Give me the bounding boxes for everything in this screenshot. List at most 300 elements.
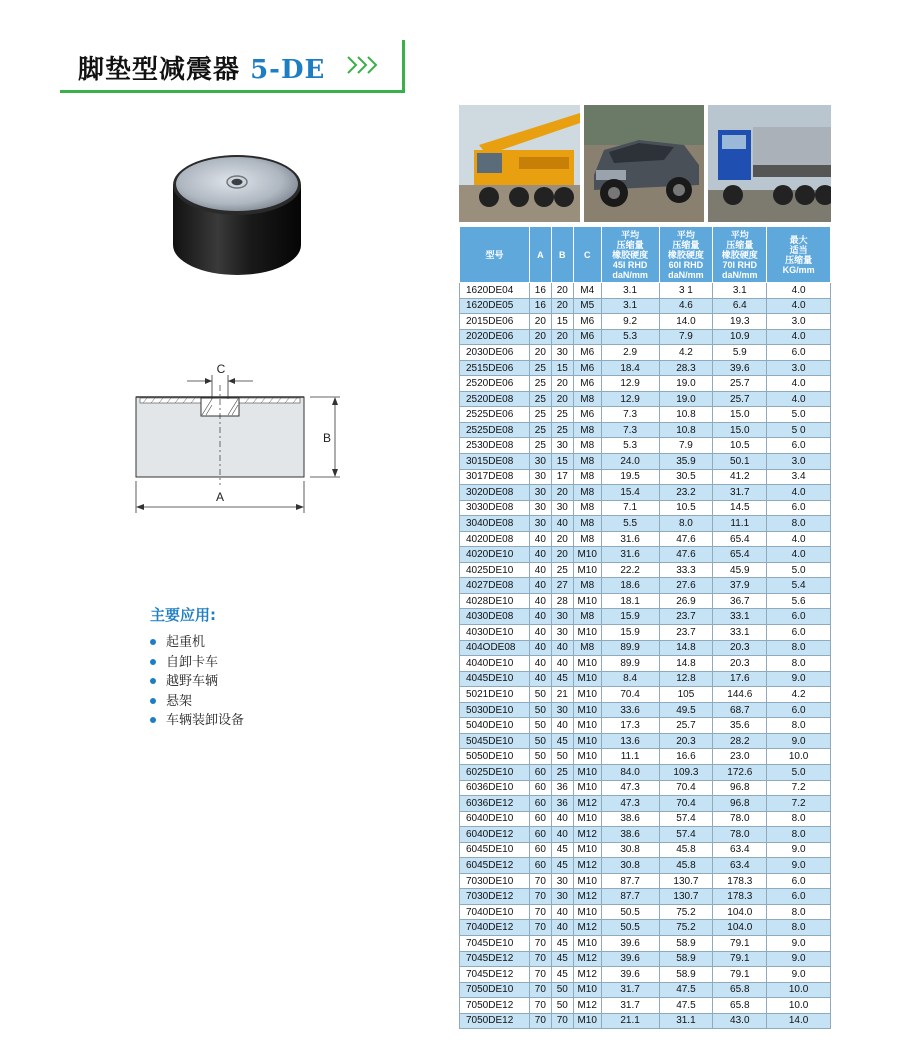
- column-header: 平均 压缩量 橡胶硬度 60I RHD daN/mm: [659, 227, 713, 283]
- table-cell: M10: [573, 904, 601, 920]
- table-cell: 6.0: [767, 345, 831, 361]
- table-cell: M12: [573, 858, 601, 874]
- list-item: 起重机: [150, 633, 244, 653]
- table-cell: 75.2: [659, 904, 713, 920]
- table-cell: 5.0: [767, 562, 831, 578]
- model-cell: 7050DE10: [460, 982, 530, 998]
- table-cell: 40: [551, 516, 573, 532]
- table-cell: 7.1: [601, 500, 659, 516]
- table-cell: M12: [573, 951, 601, 967]
- table-cell: 60: [529, 858, 551, 874]
- table-row: [460, 407, 831, 423]
- table-cell: 57.4: [659, 811, 713, 827]
- applications-list: [150, 633, 244, 731]
- table-cell: 5.0: [767, 407, 831, 423]
- table-cell: 6.0: [767, 438, 831, 454]
- table-row: [460, 298, 831, 314]
- table-cell: 40: [529, 578, 551, 594]
- table-cell: 89.9: [601, 640, 659, 656]
- table-cell: 17.3: [601, 718, 659, 734]
- table-cell: 33.6: [601, 702, 659, 718]
- table-cell: 23.2: [659, 485, 713, 501]
- table-cell: M12: [573, 889, 601, 905]
- table-cell: 25: [551, 562, 573, 578]
- table-cell: M6: [573, 360, 601, 376]
- table-cell: M10: [573, 656, 601, 672]
- table-row: [460, 920, 831, 936]
- table-cell: 7.9: [659, 438, 713, 454]
- model-cell: 2515DE06: [460, 360, 530, 376]
- model-cell: 7030DE12: [460, 889, 530, 905]
- table-cell: 84.0: [601, 764, 659, 780]
- table-cell: 35.9: [659, 454, 713, 470]
- table-cell: 5.5: [601, 516, 659, 532]
- column-header: B: [551, 227, 573, 283]
- table-cell: M8: [573, 391, 601, 407]
- table-cell: 60: [529, 796, 551, 812]
- table-cell: 47.3: [601, 780, 659, 796]
- model-cell: 4030DE10: [460, 625, 530, 641]
- table-cell: 39.6: [601, 935, 659, 951]
- table-cell: 45: [551, 733, 573, 749]
- table-cell: 58.9: [659, 951, 713, 967]
- table-cell: 104.0: [713, 920, 767, 936]
- table-cell: 4.0: [767, 376, 831, 392]
- table-row: [460, 733, 831, 749]
- table-cell: 30: [551, 889, 573, 905]
- table-cell: 45.8: [659, 858, 713, 874]
- table-cell: 5.9: [713, 345, 767, 361]
- table-cell: 3.0: [767, 454, 831, 470]
- model-cell: 3020DE08: [460, 485, 530, 501]
- table-cell: 49.5: [659, 702, 713, 718]
- table-cell: 50: [551, 749, 573, 765]
- table-cell: 30: [551, 873, 573, 889]
- model-cell: 7030DE10: [460, 873, 530, 889]
- crane-truck-photo: [459, 105, 580, 222]
- model-cell: 7045DE12: [460, 967, 530, 983]
- table-cell: 8.0: [767, 516, 831, 532]
- table-row: [460, 935, 831, 951]
- table-cell: M10: [573, 780, 601, 796]
- table-row: [460, 283, 831, 299]
- table-cell: 23.0: [713, 749, 767, 765]
- table-cell: 9.0: [767, 858, 831, 874]
- table-cell: 9.0: [767, 842, 831, 858]
- table-cell: 18.4: [601, 360, 659, 376]
- dimension-drawing: [125, 355, 365, 525]
- model-cell: 1620DE05: [460, 298, 530, 314]
- table-cell: 16: [529, 283, 551, 299]
- table-cell: 40: [551, 920, 573, 936]
- table-row: [460, 562, 831, 578]
- table-cell: 20: [551, 329, 573, 345]
- table-cell: 33.1: [713, 625, 767, 641]
- table-cell: 27: [551, 578, 573, 594]
- table-cell: 7.3: [601, 422, 659, 438]
- table-cell: 3.4: [767, 469, 831, 485]
- table-cell: 6.0: [767, 609, 831, 625]
- table-cell: 20.3: [659, 733, 713, 749]
- model-cell: 6045DE12: [460, 858, 530, 874]
- table-cell: M10: [573, 1013, 601, 1029]
- model-cell: 3017DE08: [460, 469, 530, 485]
- table-cell: 20: [551, 391, 573, 407]
- table-cell: 17: [551, 469, 573, 485]
- table-cell: 78.0: [713, 811, 767, 827]
- table-cell: 50.1: [713, 454, 767, 470]
- bullet-icon: [150, 717, 156, 723]
- table-cell: 5 0: [767, 422, 831, 438]
- table-row: [460, 764, 831, 780]
- table-cell: 27.6: [659, 578, 713, 594]
- photo-strip: [459, 105, 831, 222]
- table-cell: 40: [551, 811, 573, 827]
- table-cell: 50: [529, 718, 551, 734]
- table-cell: 70: [529, 889, 551, 905]
- table-cell: 144.6: [713, 687, 767, 703]
- table-cell: M10: [573, 562, 601, 578]
- table-cell: 40: [529, 671, 551, 687]
- table-row: [460, 982, 831, 998]
- table-cell: 40: [529, 656, 551, 672]
- table-cell: M6: [573, 329, 601, 345]
- table-cell: 70: [529, 982, 551, 998]
- table-cell: 4.0: [767, 547, 831, 563]
- table-cell: 40: [529, 531, 551, 547]
- table-cell: M6: [573, 345, 601, 361]
- table-cell: 15.0: [713, 422, 767, 438]
- model-cell: 2520DE06: [460, 376, 530, 392]
- table-cell: 5.3: [601, 329, 659, 345]
- model-cell: 6025DE10: [460, 764, 530, 780]
- table-cell: 130.7: [659, 873, 713, 889]
- table-cell: 65.8: [713, 982, 767, 998]
- table-cell: 70.4: [659, 780, 713, 796]
- table-cell: 30.8: [601, 842, 659, 858]
- table-cell: 70.4: [601, 687, 659, 703]
- table-cell: 17.6: [713, 671, 767, 687]
- table-cell: 58.9: [659, 935, 713, 951]
- table-cell: M10: [573, 873, 601, 889]
- table-cell: 30: [551, 500, 573, 516]
- table-cell: 65.8: [713, 998, 767, 1014]
- table-cell: 20: [529, 314, 551, 330]
- label-a: A: [215, 490, 225, 504]
- table-cell: 2.9: [601, 345, 659, 361]
- table-cell: 5.0: [767, 764, 831, 780]
- table-cell: 4.2: [767, 687, 831, 703]
- table-cell: 68.7: [713, 702, 767, 718]
- table-row: [460, 360, 831, 376]
- table-cell: 16.6: [659, 749, 713, 765]
- table-cell: 38.6: [601, 827, 659, 843]
- table-cell: M6: [573, 407, 601, 423]
- table-cell: 22.2: [601, 562, 659, 578]
- table-row: [460, 609, 831, 625]
- dump-truck-photo: [708, 105, 831, 222]
- table-cell: 28.2: [713, 733, 767, 749]
- model-cell: 5045DE10: [460, 733, 530, 749]
- chevrons-right-icon: [346, 54, 380, 76]
- table-cell: 40: [529, 562, 551, 578]
- table-cell: 40: [551, 827, 573, 843]
- table-row: [460, 671, 831, 687]
- list-item: 悬架: [150, 692, 244, 712]
- table-cell: 18.6: [601, 578, 659, 594]
- table-row: [460, 873, 831, 889]
- table-cell: 39.6: [601, 951, 659, 967]
- model-cell: 2530DE08: [460, 438, 530, 454]
- table-cell: 8.0: [767, 827, 831, 843]
- table-cell: 5.6: [767, 593, 831, 609]
- table-cell: 31.6: [601, 531, 659, 547]
- table-cell: 65.4: [713, 531, 767, 547]
- table-row: [460, 656, 831, 672]
- table-cell: 15.9: [601, 625, 659, 641]
- table-cell: 10.0: [767, 998, 831, 1014]
- table-cell: 70: [529, 935, 551, 951]
- table-cell: 9.2: [601, 314, 659, 330]
- spec-table: [459, 226, 831, 1029]
- table-cell: M8: [573, 438, 601, 454]
- table-cell: 25: [551, 407, 573, 423]
- table-cell: 23.7: [659, 625, 713, 641]
- table-row: [460, 889, 831, 905]
- product-image: [165, 145, 310, 280]
- column-header: 最大 适当 压缩量 KG/mm: [767, 227, 831, 283]
- table-row: [460, 438, 831, 454]
- table-row: [460, 1013, 831, 1029]
- table-cell: 10.0: [767, 982, 831, 998]
- title-text: 脚垫型减震器: [78, 55, 241, 85]
- table-cell: 41.2: [713, 469, 767, 485]
- table-row: [460, 811, 831, 827]
- table-cell: 9.0: [767, 935, 831, 951]
- model-cell: 2525DE08: [460, 422, 530, 438]
- table-cell: 63.4: [713, 842, 767, 858]
- table-cell: 6.4: [713, 298, 767, 314]
- table-cell: M8: [573, 485, 601, 501]
- list-item: 越野车辆: [150, 672, 244, 692]
- table-cell: 4.0: [767, 283, 831, 299]
- table-cell: 28: [551, 593, 573, 609]
- table-cell: 50.5: [601, 920, 659, 936]
- table-cell: 25: [529, 422, 551, 438]
- table-cell: M10: [573, 625, 601, 641]
- table-cell: 13.6: [601, 733, 659, 749]
- table-cell: 31.7: [601, 998, 659, 1014]
- table-cell: 5.3: [601, 438, 659, 454]
- table-cell: 104.0: [713, 904, 767, 920]
- table-cell: 10.8: [659, 407, 713, 423]
- table-cell: 19.0: [659, 376, 713, 392]
- table-row: [460, 967, 831, 983]
- table-cell: 70: [529, 904, 551, 920]
- table-cell: 70: [529, 1013, 551, 1029]
- table-cell: 45: [551, 858, 573, 874]
- table-cell: M12: [573, 967, 601, 983]
- table-cell: 21: [551, 687, 573, 703]
- table-cell: M4: [573, 283, 601, 299]
- table-row: [460, 376, 831, 392]
- table-cell: 6.0: [767, 889, 831, 905]
- table-cell: 60: [529, 842, 551, 858]
- table-cell: 3.0: [767, 360, 831, 376]
- table-cell: 70: [529, 873, 551, 889]
- model-cell: 6036DE12: [460, 796, 530, 812]
- model-cell: 6036DE10: [460, 780, 530, 796]
- table-cell: 8.0: [767, 811, 831, 827]
- table-cell: 20: [551, 485, 573, 501]
- table-cell: 12.9: [601, 391, 659, 407]
- table-cell: M10: [573, 671, 601, 687]
- list-item: 车辆装卸设备: [150, 711, 244, 731]
- table-cell: 8.0: [659, 516, 713, 532]
- column-header: 型号: [460, 227, 530, 283]
- model-cell: 2015DE06: [460, 314, 530, 330]
- table-cell: 19.0: [659, 391, 713, 407]
- table-cell: M12: [573, 827, 601, 843]
- table-cell: 30: [551, 609, 573, 625]
- table-cell: 40: [529, 609, 551, 625]
- table-cell: 25.7: [713, 391, 767, 407]
- table-cell: 9.0: [767, 733, 831, 749]
- table-cell: 25: [529, 391, 551, 407]
- table-row: [460, 345, 831, 361]
- table-cell: M10: [573, 982, 601, 998]
- table-cell: 30: [551, 438, 573, 454]
- model-cell: 7040DE12: [460, 920, 530, 936]
- table-cell: 4.6: [659, 298, 713, 314]
- table-cell: 50: [551, 982, 573, 998]
- model-cell: 7050DE12: [460, 1013, 530, 1029]
- bullet-icon: [150, 659, 156, 665]
- table-cell: 33.3: [659, 562, 713, 578]
- table-cell: 15.4: [601, 485, 659, 501]
- table-cell: 20: [551, 547, 573, 563]
- table-cell: 60: [529, 764, 551, 780]
- table-cell: 30: [551, 625, 573, 641]
- table-row: [460, 422, 831, 438]
- table-cell: 40: [551, 656, 573, 672]
- table-cell: 14.5: [713, 500, 767, 516]
- table-row: [460, 702, 831, 718]
- table-cell: 70.4: [659, 796, 713, 812]
- table-cell: 40: [529, 593, 551, 609]
- table-cell: M10: [573, 547, 601, 563]
- table-cell: 25: [551, 764, 573, 780]
- table-cell: 130.7: [659, 889, 713, 905]
- table-cell: M8: [573, 454, 601, 470]
- model-cell: 3040DE08: [460, 516, 530, 532]
- table-cell: 79.1: [713, 935, 767, 951]
- table-cell: 45.9: [713, 562, 767, 578]
- table-cell: M10: [573, 935, 601, 951]
- table-row: [460, 780, 831, 796]
- table-cell: 50.5: [601, 904, 659, 920]
- table-row: [460, 500, 831, 516]
- table-cell: M12: [573, 796, 601, 812]
- table-cell: 14.0: [767, 1013, 831, 1029]
- table-row: [460, 578, 831, 594]
- table-cell: 47.5: [659, 982, 713, 998]
- table-cell: 25: [551, 422, 573, 438]
- table-cell: 45: [551, 842, 573, 858]
- table-cell: 7.2: [767, 796, 831, 812]
- table-cell: M10: [573, 764, 601, 780]
- table-cell: 40: [551, 904, 573, 920]
- table-cell: 6.0: [767, 625, 831, 641]
- column-header: 平均 压缩量 橡胶硬度 70I RHD daN/mm: [713, 227, 767, 283]
- table-cell: 47.3: [601, 796, 659, 812]
- table-row: [460, 625, 831, 641]
- table-cell: 12.9: [601, 376, 659, 392]
- table-cell: 30: [529, 469, 551, 485]
- table-cell: 6.0: [767, 702, 831, 718]
- suv-photo: [584, 105, 704, 222]
- table-cell: 60: [529, 827, 551, 843]
- table-cell: 47.6: [659, 547, 713, 563]
- table-header-row: [460, 227, 831, 283]
- table-cell: M5: [573, 298, 601, 314]
- model-cell: 4020DE10: [460, 547, 530, 563]
- table-cell: 40: [551, 718, 573, 734]
- model-cell: 5021DE10: [460, 687, 530, 703]
- model-cell: 4028DE10: [460, 593, 530, 609]
- table-cell: 7.9: [659, 329, 713, 345]
- model-cell: 2030DE06: [460, 345, 530, 361]
- table-cell: 9.0: [767, 967, 831, 983]
- table-row: [460, 904, 831, 920]
- table-cell: M8: [573, 516, 601, 532]
- table-cell: 40: [529, 625, 551, 641]
- model-cell: 6040DE12: [460, 827, 530, 843]
- table-cell: M12: [573, 998, 601, 1014]
- title-code: 5-DE: [250, 55, 326, 85]
- table-cell: 70: [529, 920, 551, 936]
- column-header: A: [529, 227, 551, 283]
- table-cell: 20: [551, 376, 573, 392]
- table-cell: 40: [551, 640, 573, 656]
- table-cell: 3.1: [713, 283, 767, 299]
- table-cell: 40: [529, 547, 551, 563]
- table-cell: 21.1: [601, 1013, 659, 1029]
- table-cell: 14.8: [659, 640, 713, 656]
- table-cell: 8.0: [767, 920, 831, 936]
- table-cell: 8.0: [767, 640, 831, 656]
- table-cell: 30: [529, 500, 551, 516]
- table-cell: 14.0: [659, 314, 713, 330]
- table-cell: M8: [573, 422, 601, 438]
- table-cell: 57.4: [659, 827, 713, 843]
- model-cell: 5030DE10: [460, 702, 530, 718]
- table-cell: 25.7: [713, 376, 767, 392]
- table-cell: 20: [551, 283, 573, 299]
- table-cell: 4.0: [767, 298, 831, 314]
- table-cell: 20: [551, 531, 573, 547]
- table-cell: 5.4: [767, 578, 831, 594]
- table-cell: 35.6: [713, 718, 767, 734]
- table-cell: 20: [529, 345, 551, 361]
- table-row: [460, 796, 831, 812]
- table-row: [460, 547, 831, 563]
- table-body: [460, 283, 831, 1029]
- model-cell: 7045DE10: [460, 935, 530, 951]
- model-cell: 1620DE04: [460, 283, 530, 299]
- table-cell: 4.2: [659, 345, 713, 361]
- table-row: [460, 827, 831, 843]
